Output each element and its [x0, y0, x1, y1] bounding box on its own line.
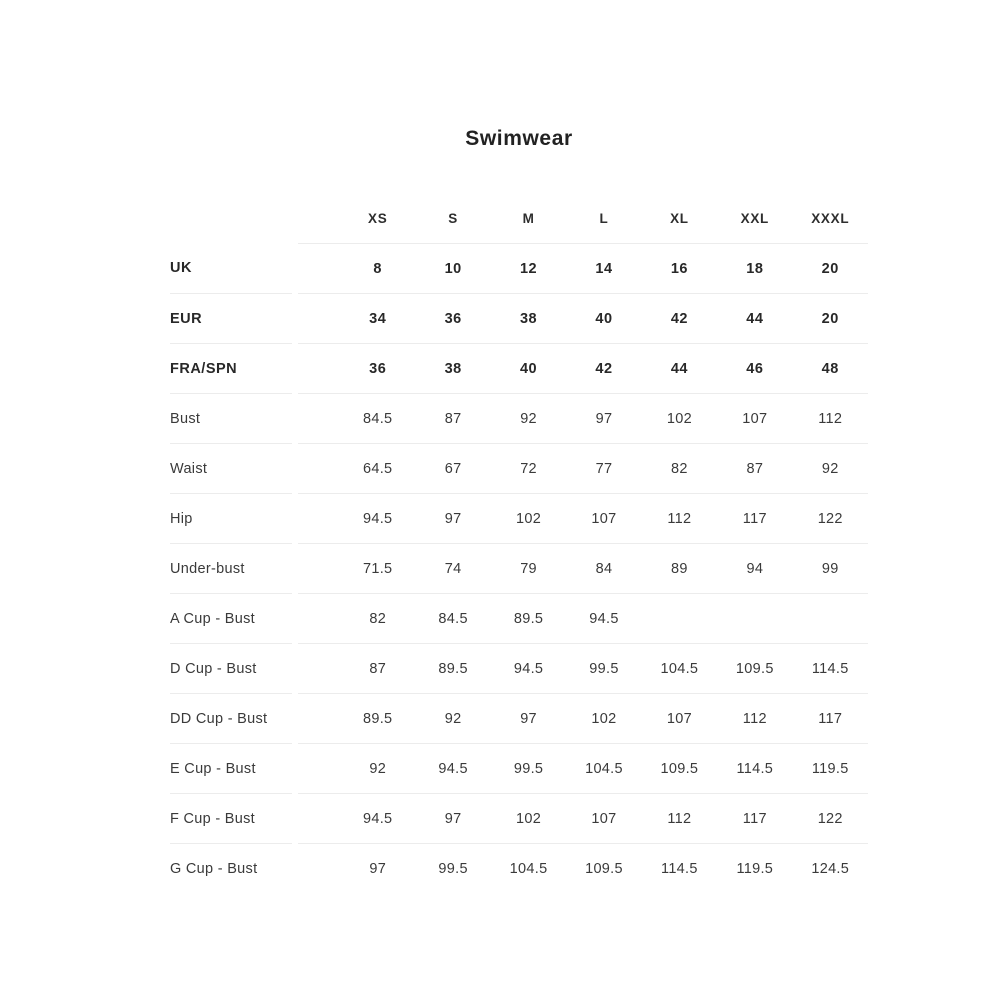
size-value-cell: 64.5: [363, 460, 393, 477]
column-header-row: [170, 194, 868, 243]
table-row: [170, 793, 868, 843]
size-value-cell: 114.5: [736, 760, 774, 777]
size-value-cell: 87: [444, 410, 462, 427]
size-value-cell: 97: [444, 510, 462, 527]
table-row: [170, 693, 868, 743]
size-value-cell: 99.5: [438, 860, 468, 877]
size-value-cell: 67: [444, 460, 462, 477]
row-values: [298, 643, 868, 693]
size-value-cell: 112: [667, 510, 692, 527]
table-row: [170, 293, 868, 343]
size-value-cell: 117: [742, 810, 767, 827]
table-row: [170, 543, 868, 593]
size-value-cell: 99.5: [513, 760, 544, 777]
size-value-cell: 114.5: [811, 660, 849, 677]
size-value-cell: 72: [520, 460, 537, 477]
size-value-cell: 102: [516, 510, 542, 527]
column-header-xxxl: XXXL: [811, 211, 850, 226]
size-value-cell: 104.5: [660, 660, 699, 677]
row-label: EUR: [170, 293, 292, 343]
size-value-cell: 109.5: [735, 660, 774, 677]
size-value-cell: 42: [595, 360, 613, 377]
size-value-cell: 10: [444, 260, 462, 277]
header-label-spacer: [170, 194, 292, 243]
size-value-cell: 71.5: [363, 560, 393, 577]
size-value-cell: 79: [520, 560, 537, 577]
size-value-cell: 89.5: [513, 610, 544, 627]
size-value-cell: 74: [444, 560, 462, 577]
row-label: Hip: [170, 493, 292, 543]
row-values: [298, 693, 868, 743]
size-value-cell: 99.5: [589, 660, 619, 677]
size-value-cell: 92: [369, 760, 387, 777]
size-value-cell: 107: [742, 410, 768, 427]
row-values: [298, 843, 868, 893]
size-value-cell: 44: [670, 360, 688, 377]
table-row: [170, 843, 868, 893]
row-values: [298, 743, 868, 793]
size-value-cell: 124.5: [811, 860, 850, 877]
row-label: Waist: [170, 443, 292, 493]
table-row: [170, 343, 868, 393]
size-value-cell: 109.5: [585, 860, 623, 877]
size-value-cell: 104.5: [509, 860, 548, 877]
row-values: [298, 543, 868, 593]
row-values: [298, 493, 868, 543]
size-value-cell: 114.5: [661, 860, 698, 877]
row-values: [298, 443, 868, 493]
size-value-cell: 40: [595, 310, 613, 327]
table-row: [170, 743, 868, 793]
size-value-cell: [642, 594, 717, 643]
size-value-cell: 107: [591, 810, 617, 827]
size-value-cell: 18: [746, 260, 764, 277]
size-value-cell: 122: [817, 510, 843, 527]
size-value-cell: 92: [520, 410, 537, 427]
table-row: [170, 393, 868, 443]
size-value-cell: 89.5: [438, 660, 468, 677]
size-value-cell: 94.5: [363, 810, 393, 827]
size-value-cell: 89: [671, 560, 688, 577]
size-value-cell: 34: [369, 310, 387, 327]
column-header-l: L: [599, 211, 609, 226]
size-value-cell: 94.5: [363, 510, 393, 527]
size-value-cell: 107: [666, 710, 692, 727]
column-header-xl: XL: [670, 211, 689, 226]
size-value-cell: 112: [742, 710, 767, 727]
size-value-cell: 38: [519, 310, 538, 327]
row-values: [298, 243, 868, 293]
size-value-cell: 12: [519, 260, 538, 277]
size-value-cell: 84.5: [438, 610, 468, 627]
row-values: [298, 793, 868, 843]
row-values: [298, 343, 868, 393]
size-value-cell: 87: [369, 660, 387, 677]
column-header-m: M: [522, 211, 535, 226]
size-value-cell: 94.5: [589, 610, 619, 627]
size-value-cell: 119.5: [811, 760, 849, 777]
column-header-xxl: XXL: [740, 211, 769, 226]
size-value-cell: 102: [591, 710, 617, 727]
row-label: Bust: [170, 393, 292, 443]
row-values: [298, 593, 868, 643]
size-value-cell: 36: [369, 360, 387, 377]
column-header-xs: XS: [368, 211, 388, 226]
row-values: [298, 393, 868, 443]
size-value-cell: 119.5: [736, 860, 774, 877]
size-value-cell: 92: [821, 460, 839, 477]
size-value-cell: 102: [516, 810, 542, 827]
size-value-cell: 99: [821, 560, 839, 577]
size-value-cell: 48: [821, 360, 839, 377]
size-value-cell: 102: [666, 410, 692, 427]
size-value-cell: 42: [670, 310, 688, 327]
size-value-cell: 77: [595, 460, 613, 477]
size-value-cell: 117: [818, 710, 843, 727]
size-value-cell: 97: [369, 860, 387, 877]
table-row: [170, 593, 868, 643]
column-headers: [298, 194, 868, 243]
size-value-cell: 97: [595, 410, 613, 427]
row-label: D Cup - Bust: [170, 643, 292, 693]
size-value-cell: 38: [444, 360, 462, 377]
size-value-cell: 109.5: [660, 760, 699, 777]
row-label: DD Cup - Bust: [170, 693, 292, 743]
column-header-s: S: [448, 211, 458, 226]
size-value-cell: 112: [667, 810, 692, 827]
page-title: Swimwear: [465, 127, 573, 150]
size-value-cell: 40: [519, 360, 538, 377]
size-value-cell: 82: [369, 610, 387, 627]
size-value-cell: 16: [670, 260, 688, 277]
size-value-cell: 82: [671, 460, 688, 477]
size-value-cell: 84.5: [363, 410, 393, 427]
row-label: A Cup - Bust: [170, 593, 292, 643]
size-value-cell: 112: [818, 410, 843, 427]
size-value-cell: 89.5: [363, 710, 393, 727]
size-value-cell: 122: [817, 810, 843, 827]
size-value-cell: 46: [746, 360, 764, 377]
row-label: E Cup - Bust: [170, 743, 292, 793]
size-value-cell: 44: [746, 310, 764, 327]
table-row: [170, 643, 868, 693]
size-guide-section: [170, 126, 868, 893]
row-label: Under-bust: [170, 543, 292, 593]
row-label: UK: [170, 260, 192, 276]
size-value-cell: 8: [373, 260, 382, 277]
size-value-cell: 84: [595, 560, 613, 577]
size-chart-table: [170, 194, 868, 893]
size-value-cell: 20: [821, 260, 839, 277]
size-value-cell: 94: [746, 560, 764, 577]
row-label: F Cup - Bust: [170, 793, 292, 843]
size-value-cell: 20: [821, 310, 839, 327]
size-value-cell: 87: [746, 460, 764, 477]
size-value-cell: 97: [444, 810, 462, 827]
size-value-cell: 117: [742, 510, 767, 527]
table-row: [170, 493, 868, 543]
size-value-cell: 94.5: [438, 760, 468, 777]
size-value-cell: [793, 594, 868, 643]
row-label: G Cup - Bust: [170, 843, 292, 893]
row-label: FRA/SPN: [170, 343, 292, 393]
size-value-cell: 107: [591, 510, 617, 527]
size-value-cell: 14: [595, 260, 613, 277]
table-row: [170, 243, 868, 293]
size-value-cell: 92: [444, 710, 462, 727]
table-row: [170, 443, 868, 493]
size-value-cell: 36: [444, 310, 462, 327]
size-value-cell: 104.5: [585, 760, 623, 777]
size-value-cell: 97: [520, 710, 537, 727]
size-value-cell: 94.5: [513, 660, 544, 677]
row-values: [298, 293, 868, 343]
size-value-cell: [717, 594, 792, 643]
